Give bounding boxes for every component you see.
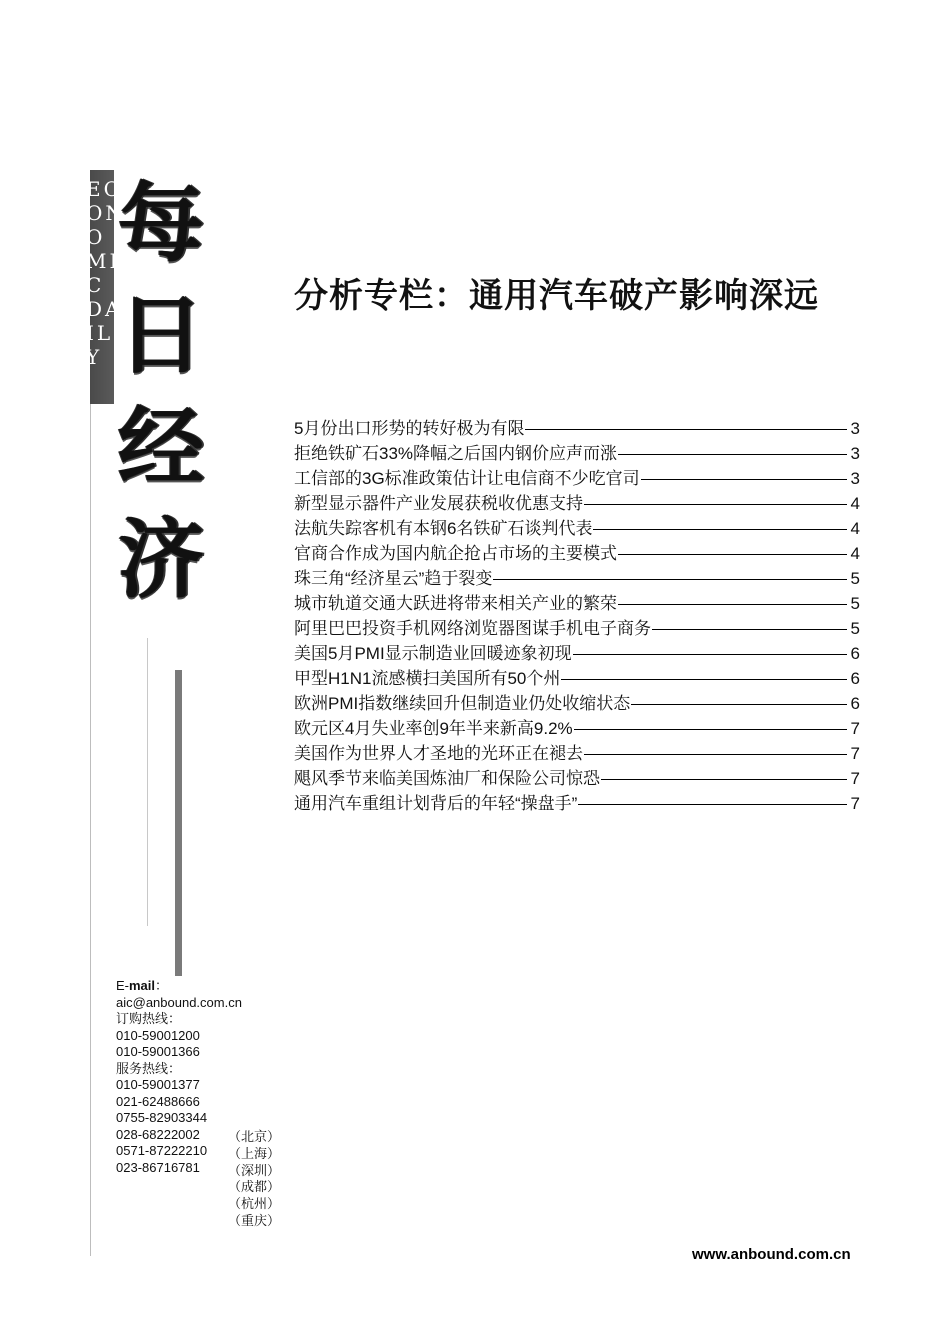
masthead-char: 日 xyxy=(118,286,204,386)
masthead-title xyxy=(118,168,218,616)
toc-leader-line xyxy=(584,754,847,755)
toc-item-title: 欧元区4月失业率创9年半来新高9.2% xyxy=(294,719,573,738)
toc-item-title: 工信部的3G标准政策估计让电信商不少吃官司 xyxy=(294,469,640,488)
decorative-bar xyxy=(175,670,182,976)
toc-page-number: 6 xyxy=(850,669,860,688)
toc-leader-line xyxy=(618,454,847,455)
toc-item-title: 甲型H1N1流感横扫美国所有50个州 xyxy=(294,669,561,688)
inner-rule xyxy=(147,638,148,926)
left-margin-rule xyxy=(90,404,91,1256)
masthead-char: 经 xyxy=(118,398,204,498)
toc-item[interactable] xyxy=(294,616,860,641)
toc-item-title: 通用汽车重组计划背后的年轻“操盘手” xyxy=(294,794,578,813)
toc-item[interactable] xyxy=(294,741,860,766)
toc-item[interactable] xyxy=(294,441,860,466)
email-label-line: E-mail： xyxy=(116,978,169,993)
toc-item-title: 美国作为世界人才圣地的光环正在褪去 xyxy=(294,744,583,763)
toc-leader-line xyxy=(618,604,847,605)
toc-item-title: 阿里巴巴投资手机网络浏览器图谋手机电子商务 xyxy=(294,619,651,638)
toc-leader-line xyxy=(593,529,847,530)
city-label: （成都） xyxy=(228,1179,281,1195)
city-label: （北京） xyxy=(228,1129,281,1144)
toc-leader-line xyxy=(641,479,847,480)
city-label: （深圳） xyxy=(228,1162,281,1178)
city-label: （杭州） xyxy=(228,1196,281,1212)
service-phone: 023-86716781 xyxy=(116,1159,200,1175)
order-phone: 010-59001200 xyxy=(116,1027,200,1043)
toc-leader-line xyxy=(578,804,847,805)
toc-leader-line xyxy=(631,704,847,705)
toc-page-number: 7 xyxy=(850,744,860,763)
toc-item[interactable] xyxy=(294,666,860,691)
order-phone: 010-59001366 xyxy=(116,1044,200,1059)
toc-item[interactable] xyxy=(294,541,860,566)
toc-item[interactable] xyxy=(294,641,860,666)
masthead-english-line: EC xyxy=(86,177,122,201)
toc-item-title: 5月份出口形势的转好极为有限 xyxy=(294,419,525,438)
service-phone: 0755-82903344 xyxy=(116,1110,208,1125)
toc-item[interactable] xyxy=(294,466,860,491)
toc-item[interactable] xyxy=(294,416,860,441)
service-phone: 028-68222002 xyxy=(116,1126,200,1142)
toc-leader-line xyxy=(584,504,847,505)
toc-page-number: 5 xyxy=(850,569,860,588)
toc-leader-line xyxy=(573,654,847,655)
service-phone: 010-59001377 xyxy=(116,1077,200,1092)
toc-item[interactable] xyxy=(294,591,860,616)
toc-page-number: 7 xyxy=(850,794,860,813)
toc-leader-line xyxy=(525,429,847,430)
toc-item[interactable] xyxy=(294,716,860,741)
masthead-char: 济 xyxy=(118,510,204,610)
city-label: （重庆） xyxy=(228,1212,281,1228)
toc-leader-line xyxy=(652,629,847,630)
table-of-contents xyxy=(294,416,860,816)
masthead-english-line: O xyxy=(86,225,106,249)
toc-page-number: 4 xyxy=(850,494,860,513)
email-address[interactable]: aic@anbound.com.cn xyxy=(116,994,242,1010)
toc-page-number: 7 xyxy=(850,769,860,788)
toc-item-title: 拒绝铁矿石33%降幅之后国内钢价应声而涨 xyxy=(294,444,618,463)
toc-page-number: 5 xyxy=(850,594,860,613)
service-phone: 021-62488666 xyxy=(116,1093,200,1109)
city-list xyxy=(228,1129,288,1230)
toc-item-title: 法航失踪客机有本钢6名铁矿石谈判代表 xyxy=(294,519,593,538)
toc-page-number: 4 xyxy=(850,544,860,563)
service-phone: 0571-87222210 xyxy=(116,1143,208,1158)
toc-leader-line xyxy=(618,554,847,555)
toc-leader-line xyxy=(561,679,847,680)
masthead-english-line: MI xyxy=(86,249,121,273)
toc-item[interactable] xyxy=(294,491,860,516)
masthead-char: 每 xyxy=(118,174,204,274)
toc-page-number: 6 xyxy=(850,644,860,663)
masthead-english-line: C xyxy=(86,273,105,297)
toc-item[interactable] xyxy=(294,566,860,591)
toc-item-title: 官商合作成为国内航企抢占市场的主要模式 xyxy=(294,544,617,563)
website-link[interactable]: www.anbound.com.cn xyxy=(692,1246,851,1263)
order-hotline-label: 订购热线： xyxy=(116,1011,182,1026)
toc-item-title: 新型显示器件产业发展获税收优惠支持 xyxy=(294,494,583,513)
toc-page-number: 3 xyxy=(850,419,860,438)
masthead-english-line: DA xyxy=(86,297,123,321)
toc-item[interactable] xyxy=(294,516,860,541)
service-hotline-label: 服务热线： xyxy=(116,1060,182,1076)
toc-page-number: 3 xyxy=(850,469,860,488)
toc-page-number: 3 xyxy=(850,444,860,463)
toc-page-number: 5 xyxy=(850,619,860,638)
toc-item-title: 欧洲PMI指数继续回升但制造业仍处收缩状态 xyxy=(294,694,631,713)
masthead-english-line: IL xyxy=(86,321,114,345)
toc-leader-line xyxy=(601,779,847,780)
toc-page-number: 4 xyxy=(850,519,860,538)
masthead-english-line: Y xyxy=(86,345,103,369)
toc-item[interactable] xyxy=(294,691,860,716)
toc-leader-line xyxy=(493,579,847,580)
toc-item-title: 飓风季节来临美国炼油厂和保险公司惊恐 xyxy=(294,769,600,788)
toc-page-number: 6 xyxy=(850,694,860,713)
toc-item-title: 珠三角“经济星云”趋于裂变 xyxy=(294,569,493,588)
toc-item-title: 城市轨道交通大跃进将带来相关产业的繁荣 xyxy=(294,594,617,613)
page-title: 分析专栏：通用汽车破产影响深远 xyxy=(294,276,819,316)
masthead-english-line: ON xyxy=(86,201,126,225)
city-label: （上海） xyxy=(228,1145,281,1161)
toc-page-number: 7 xyxy=(850,719,860,738)
toc-item[interactable] xyxy=(294,766,860,791)
toc-item[interactable] xyxy=(294,791,860,816)
toc-leader-line xyxy=(574,729,847,730)
toc-item-title: 美国5月PMI显示制造业回暖迹象初现 xyxy=(294,644,572,663)
